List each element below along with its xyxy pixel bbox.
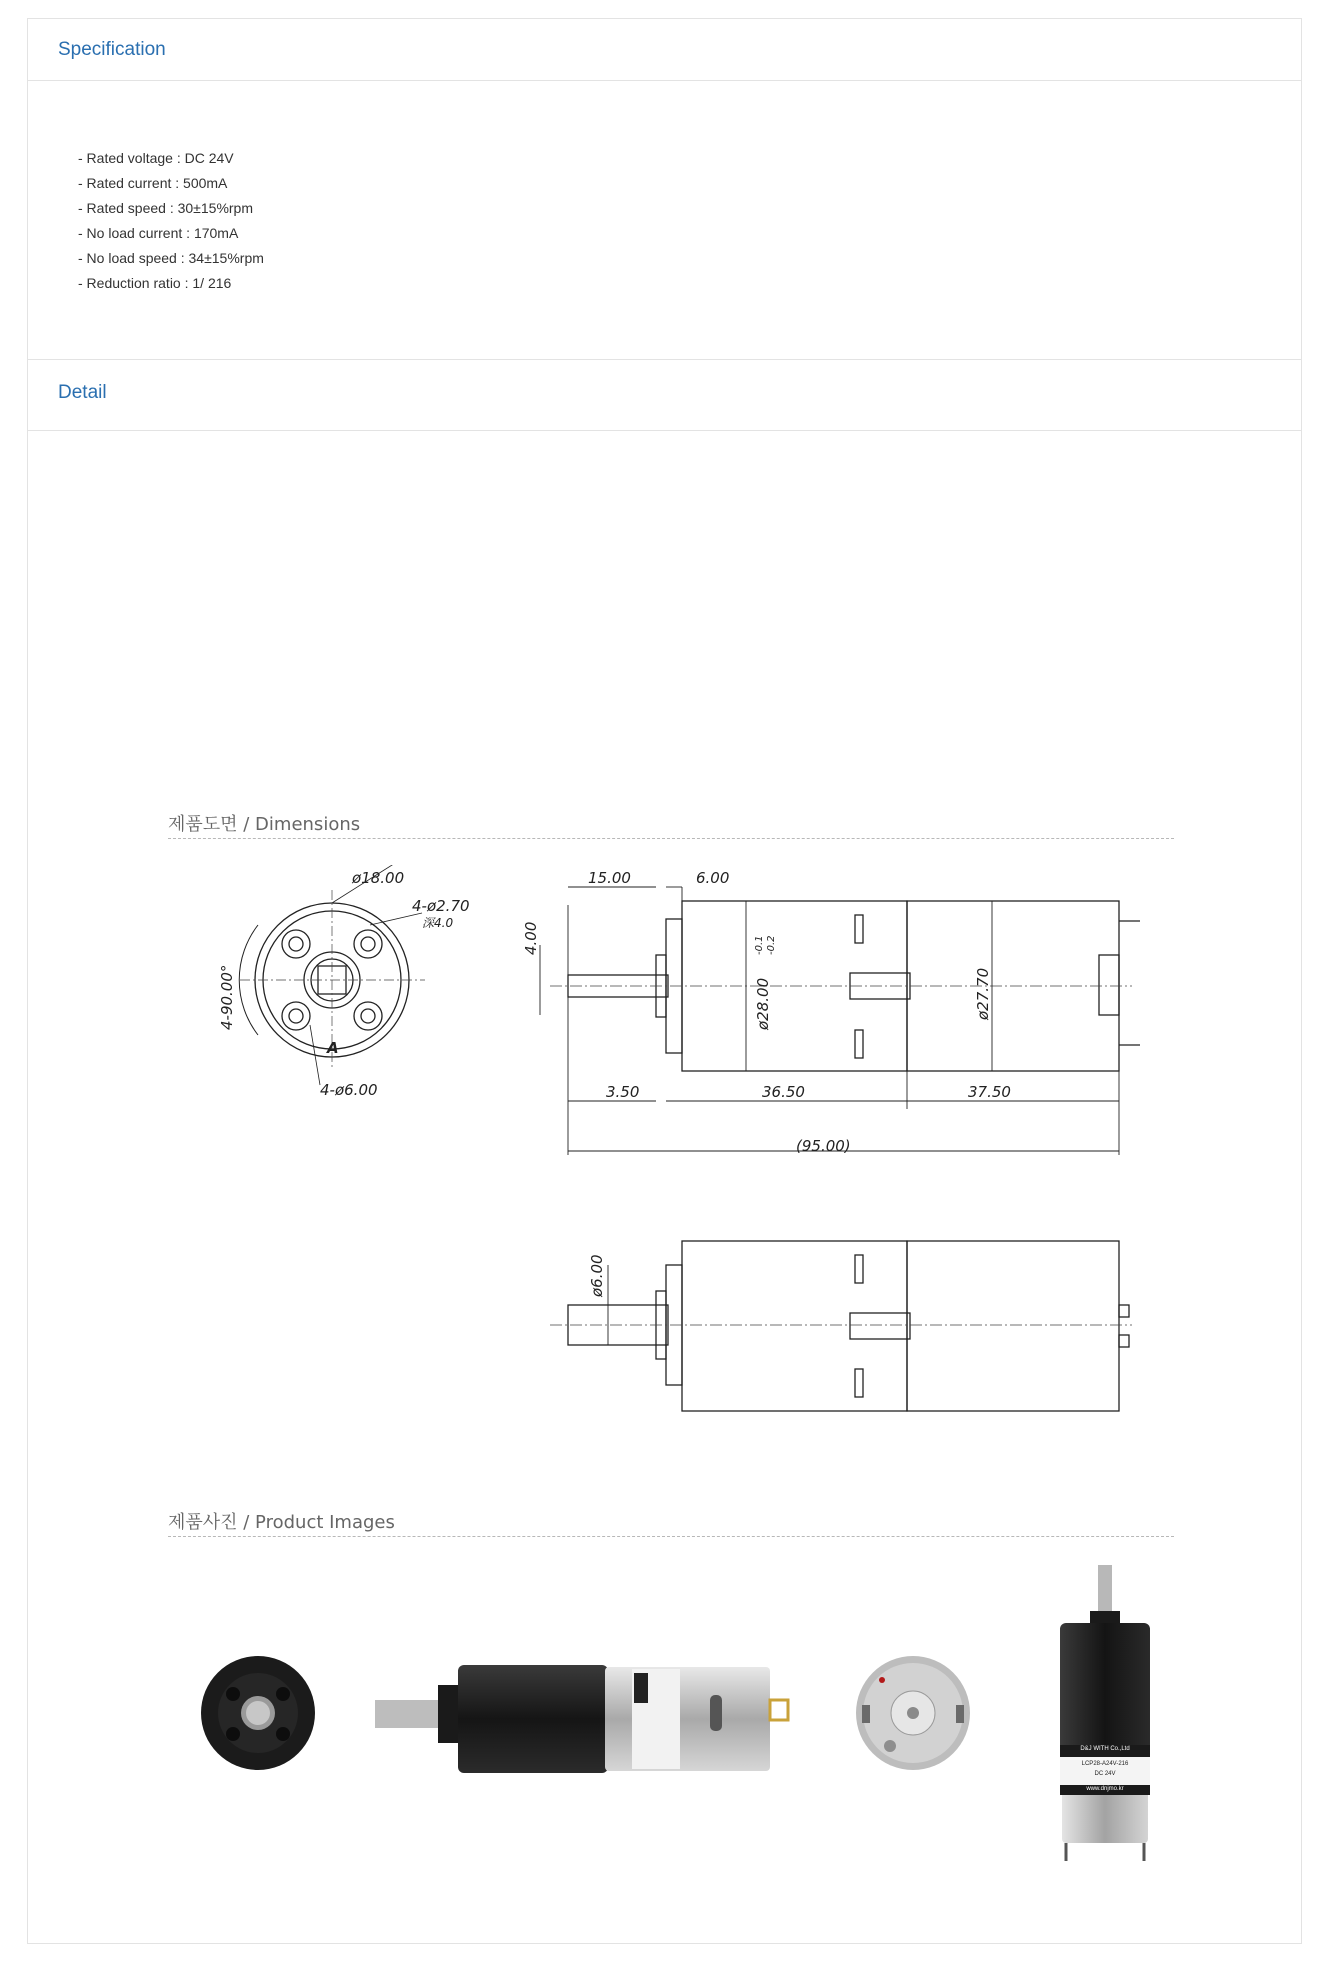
side-dim-d375: 37.50 (968, 1083, 1011, 1101)
side-dim-tol-minus: -0.2 (766, 935, 777, 955)
side-dim-d95: (95.00) (796, 1137, 851, 1155)
product-photo-vertical (1050, 1565, 1160, 1865)
side-dim-dia27: ø27.70 (974, 967, 992, 1020)
specification-title: Specification (58, 39, 166, 60)
front-dim-depth: 深4.0 (422, 916, 454, 930)
label-model: LCP28-A24V-216 (1081, 1761, 1129, 1767)
spec-item-rated-current: - Rated current : 500mA (78, 175, 228, 191)
spec-item-no-load-speed: - No load speed : 34±15%rpm (78, 250, 264, 266)
specification-header[interactable] (28, 19, 1301, 81)
product-photo-side (370, 1645, 800, 1785)
side-dim-tol-plus: -0.1 (754, 935, 765, 955)
front-view-drawing (210, 865, 500, 1105)
top-dim-shaft: ø6.00 (588, 1254, 606, 1297)
front-dim-holes: 4-ø2.70 (412, 897, 470, 915)
spec-item-rated-speed: - Rated speed : 30±15%rpm (78, 200, 253, 216)
spec-list (78, 146, 264, 296)
side-dim-d35: 3.50 (606, 1083, 640, 1101)
specification-body (28, 80, 1301, 360)
detail-header[interactable] (28, 360, 1301, 431)
spec-item-rated-voltage: - Rated voltage : DC 24V (78, 150, 234, 166)
product-photo-back (850, 1650, 980, 1780)
side-dim-d6: 6.00 (696, 869, 730, 887)
front-dim-d18: ø18.00 (352, 869, 405, 887)
spec-item-reduction-ratio: - Reduction ratio : 1/ 216 (78, 275, 232, 291)
label-website: www.dnjmo.kr (1086, 1786, 1124, 1792)
side-dim-d15: 15.00 (588, 869, 631, 887)
label-voltage: DC 24V (1094, 1771, 1116, 1777)
label-company: D&J WITH Co.,Ltd (1080, 1746, 1130, 1752)
product-images-title: 제품사진 / Product Images (168, 1508, 1174, 1537)
product-photo-front (195, 1650, 325, 1780)
detail-title: Detail (58, 382, 107, 403)
side-dim-d4: 4.00 (522, 921, 540, 955)
side-dim-dia28: ø28.00 (754, 977, 772, 1030)
top-view-drawing (520, 1225, 1140, 1425)
front-dim-bolt: 4-ø6.00 (320, 1081, 378, 1099)
front-mark-a: A (327, 1039, 339, 1057)
spec-item-no-load-current: - No load current : 170mA (78, 225, 239, 241)
front-dim-angle: 4-90.00° (218, 964, 236, 1030)
side-view-drawing (520, 865, 1140, 1175)
dimensions-title: 제품도면 / Dimensions (168, 810, 1174, 839)
side-dim-d365: 36.50 (762, 1083, 805, 1101)
